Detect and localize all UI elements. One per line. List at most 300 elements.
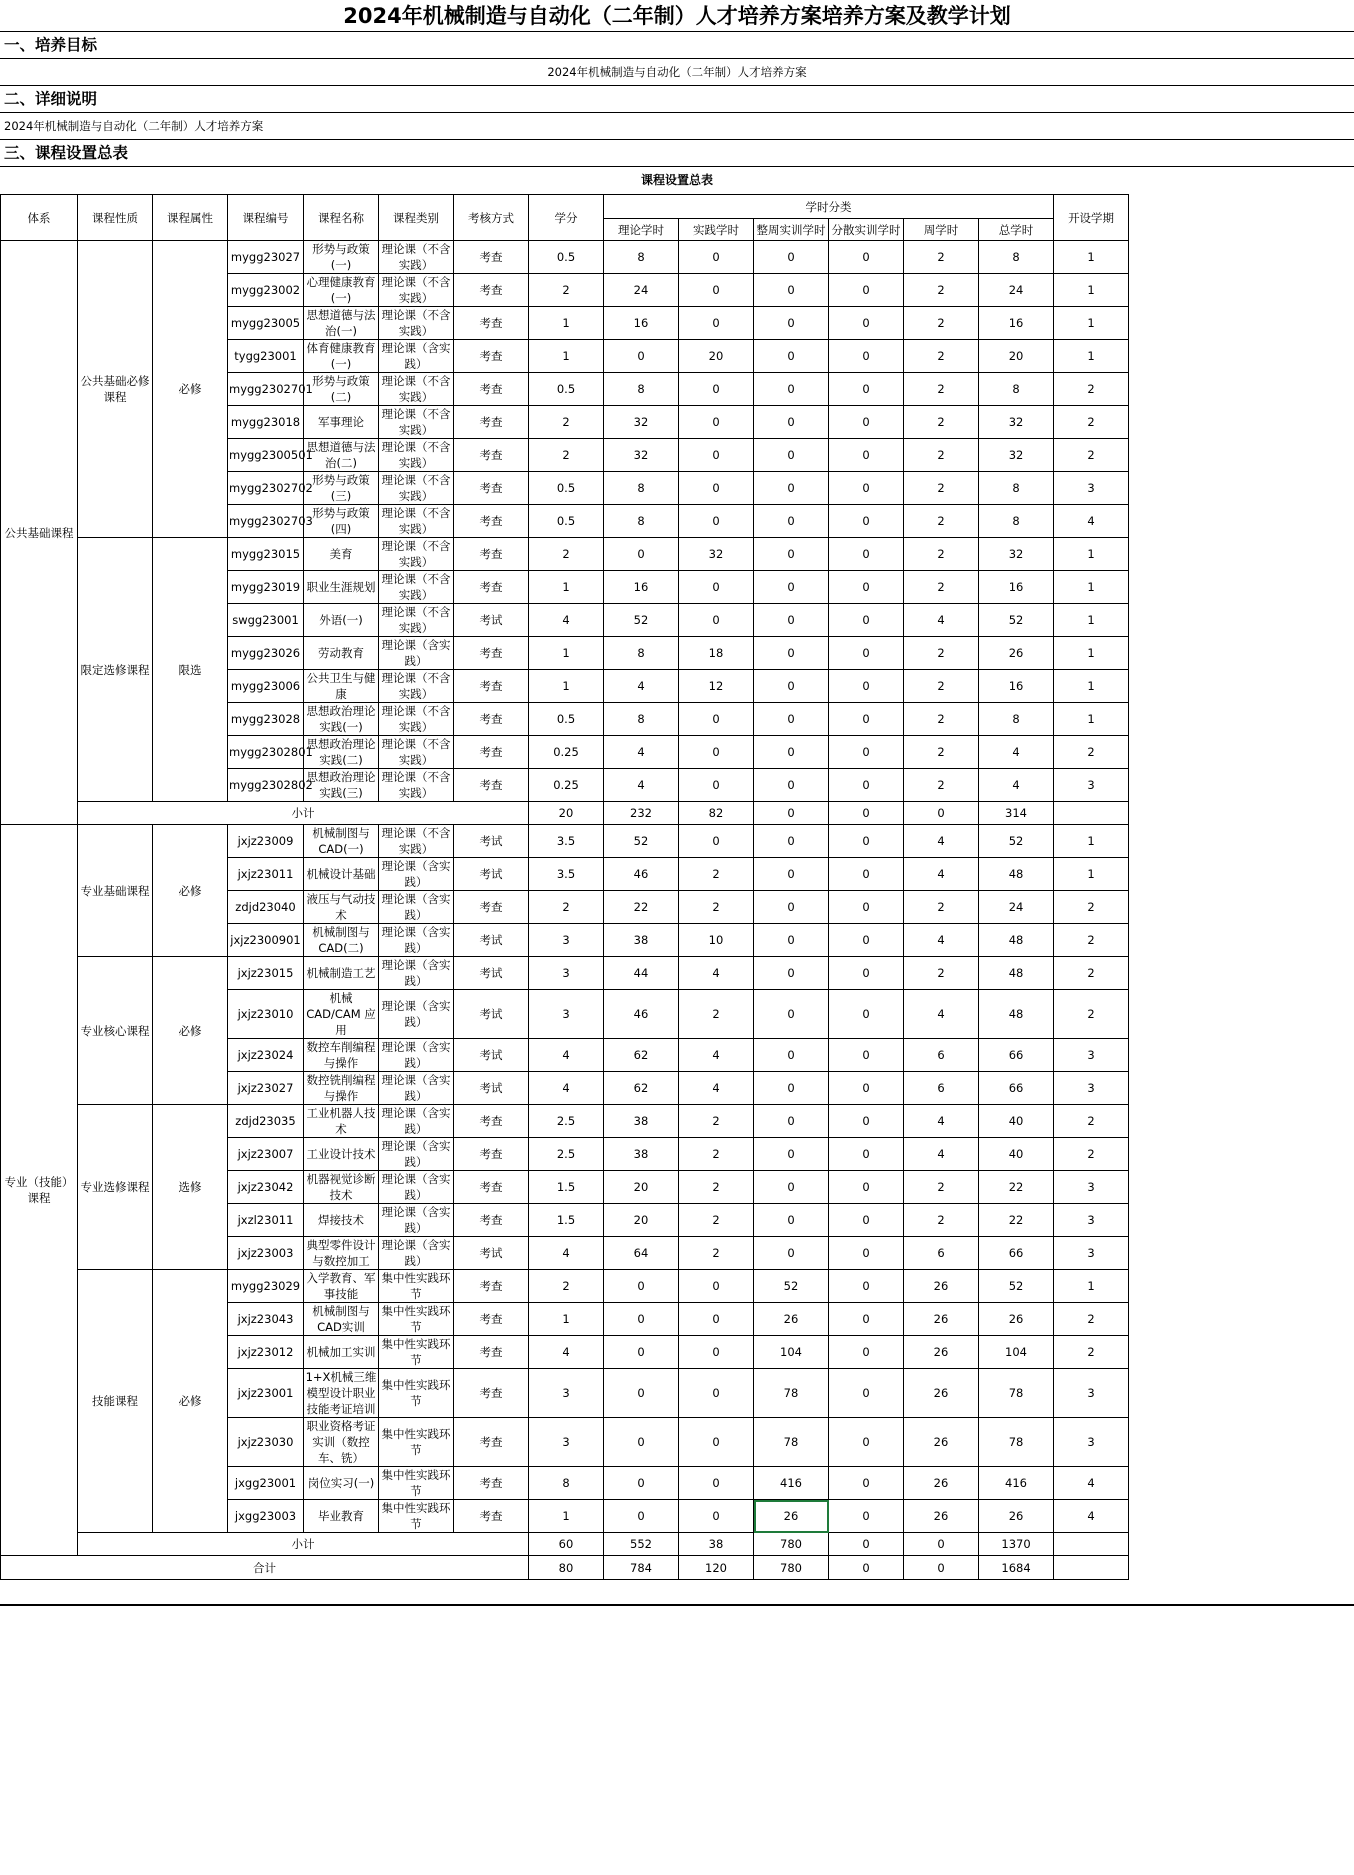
scattered-cell[interactable]: 0	[829, 1204, 904, 1237]
course-attribute-cell[interactable]: 必修	[153, 241, 228, 538]
semester-cell[interactable]: 3	[1054, 1418, 1129, 1467]
credit-cell[interactable]: 4	[529, 1237, 604, 1270]
scattered-cell[interactable]: 0	[829, 571, 904, 604]
scattered-cell[interactable]: 0	[829, 472, 904, 505]
scattered-cell[interactable]: 0	[829, 241, 904, 274]
course-nature-cell[interactable]: 专业选修课程	[78, 1105, 153, 1270]
full-week-cell[interactable]: 0	[754, 957, 829, 990]
full-week-cell[interactable]: 0	[754, 825, 829, 858]
scattered-cell[interactable]: 0	[829, 1336, 904, 1369]
full-week-cell[interactable]: 26	[754, 1500, 829, 1533]
subtotal-total[interactable]: 1370	[979, 1533, 1054, 1556]
practice-cell[interactable]: 0	[679, 1270, 754, 1303]
course-nature-cell[interactable]: 限定选修课程	[78, 538, 153, 802]
full-week-cell[interactable]: 416	[754, 1467, 829, 1500]
full-week-cell[interactable]: 0	[754, 769, 829, 802]
practice-cell[interactable]: 2	[679, 891, 754, 924]
full-week-cell[interactable]: 0	[754, 604, 829, 637]
subtotal-theory[interactable]: 552	[604, 1533, 679, 1556]
course-code-cell[interactable]: zdjd23040	[228, 891, 304, 924]
practice-cell[interactable]: 12	[679, 670, 754, 703]
full-week-cell[interactable]: 0	[754, 505, 829, 538]
theory-cell[interactable]: 38	[604, 1105, 679, 1138]
practice-cell[interactable]: 0	[679, 406, 754, 439]
weekly-cell[interactable]: 2	[904, 703, 979, 736]
course-category-cell[interactable]: 集中性实践环节	[379, 1303, 454, 1336]
course-nature-cell[interactable]: 专业核心课程	[78, 957, 153, 1105]
credit-cell[interactable]: 1	[529, 637, 604, 670]
semester-cell[interactable]: 2	[1054, 924, 1129, 957]
theory-cell[interactable]: 8	[604, 241, 679, 274]
exam-method-cell[interactable]: 考查	[454, 1171, 529, 1204]
semester-cell[interactable]: 1	[1054, 571, 1129, 604]
weekly-cell[interactable]: 4	[904, 604, 979, 637]
practice-cell[interactable]: 0	[679, 472, 754, 505]
total-cell[interactable]: 78	[979, 1369, 1054, 1418]
theory-cell[interactable]: 20	[604, 1171, 679, 1204]
weekly-cell[interactable]: 2	[904, 736, 979, 769]
credit-cell[interactable]: 2	[529, 538, 604, 571]
course-code-cell[interactable]: mygg23005	[228, 307, 304, 340]
exam-method-cell[interactable]: 考试	[454, 990, 529, 1039]
semester-cell[interactable]: 1	[1054, 670, 1129, 703]
exam-method-cell[interactable]: 考查	[454, 1336, 529, 1369]
theory-cell[interactable]: 4	[604, 670, 679, 703]
full-week-cell[interactable]: 0	[754, 637, 829, 670]
course-category-cell[interactable]: 集中性实践环节	[379, 1369, 454, 1418]
exam-method-cell[interactable]: 考查	[454, 1303, 529, 1336]
course-name-cell[interactable]: 美育	[304, 538, 379, 571]
subtotal-credit[interactable]: 60	[529, 1533, 604, 1556]
exam-method-cell[interactable]: 考查	[454, 241, 529, 274]
semester-cell[interactable]: 3	[1054, 1237, 1129, 1270]
theory-cell[interactable]: 0	[604, 1467, 679, 1500]
course-code-cell[interactable]: jxjz23012	[228, 1336, 304, 1369]
weekly-cell[interactable]: 2	[904, 505, 979, 538]
credit-cell[interactable]: 4	[529, 1072, 604, 1105]
course-category-cell[interactable]: 理论课（含实践）	[379, 924, 454, 957]
weekly-cell[interactable]: 2	[904, 571, 979, 604]
credit-cell[interactable]: 4	[529, 1039, 604, 1072]
theory-cell[interactable]: 32	[604, 439, 679, 472]
credit-cell[interactable]: 0.5	[529, 703, 604, 736]
course-name-cell[interactable]: 思想政治理论实践(三)	[304, 769, 379, 802]
scattered-cell[interactable]: 0	[829, 340, 904, 373]
practice-cell[interactable]: 2	[679, 1138, 754, 1171]
course-category-cell[interactable]: 理论课（不含实践）	[379, 703, 454, 736]
practice-cell[interactable]: 0	[679, 307, 754, 340]
theory-cell[interactable]: 62	[604, 1072, 679, 1105]
system-cell[interactable]: 公共基础课程	[1, 241, 78, 825]
exam-method-cell[interactable]: 考查	[454, 891, 529, 924]
theory-cell[interactable]: 16	[604, 307, 679, 340]
course-category-cell[interactable]: 集中性实践环节	[379, 1336, 454, 1369]
table-caption[interactable]: 课程设置总表	[640, 173, 713, 187]
theory-cell[interactable]: 44	[604, 957, 679, 990]
total-cell[interactable]: 8	[979, 472, 1054, 505]
full-week-cell[interactable]: 78	[754, 1418, 829, 1467]
exam-method-cell[interactable]: 考查	[454, 1418, 529, 1467]
credit-cell[interactable]: 1.5	[529, 1171, 604, 1204]
total-cell[interactable]: 52	[979, 825, 1054, 858]
semester-cell[interactable]: 1	[1054, 538, 1129, 571]
practice-cell[interactable]: 18	[679, 637, 754, 670]
weekly-cell[interactable]: 26	[904, 1500, 979, 1533]
credit-cell[interactable]: 1	[529, 1303, 604, 1336]
course-name-cell[interactable]: 入学教育、军事技能	[304, 1270, 379, 1303]
scattered-cell[interactable]: 0	[829, 1171, 904, 1204]
exam-method-cell[interactable]: 考查	[454, 736, 529, 769]
weekly-cell[interactable]: 2	[904, 406, 979, 439]
course-code-cell[interactable]: jxgg23003	[228, 1500, 304, 1533]
theory-cell[interactable]: 0	[604, 1270, 679, 1303]
weekly-cell[interactable]: 26	[904, 1369, 979, 1418]
scattered-cell[interactable]: 0	[829, 1500, 904, 1533]
course-name-cell[interactable]: 岗位实习(一)	[304, 1467, 379, 1500]
course-name-cell[interactable]: 机器视觉诊断技术	[304, 1171, 379, 1204]
course-category-cell[interactable]: 理论课（不含实践）	[379, 373, 454, 406]
course-code-cell[interactable]: mygg23006	[228, 670, 304, 703]
header-exam[interactable]: 考核方式	[454, 195, 529, 241]
course-nature-cell[interactable]: 专业基础课程	[78, 825, 153, 957]
exam-method-cell[interactable]: 考查	[454, 307, 529, 340]
course-code-cell[interactable]: mygg23026	[228, 637, 304, 670]
course-name-cell[interactable]: 思想道德与法治(一)	[304, 307, 379, 340]
exam-method-cell[interactable]: 考查	[454, 1204, 529, 1237]
credit-cell[interactable]: 2	[529, 439, 604, 472]
practice-cell[interactable]: 0	[679, 604, 754, 637]
semester-cell[interactable]: 1	[1054, 340, 1129, 373]
semester-cell[interactable]: 1	[1054, 604, 1129, 637]
header-scattered[interactable]: 分散实训学时	[829, 219, 904, 241]
credit-cell[interactable]: 3.5	[529, 858, 604, 891]
course-category-cell[interactable]: 理论课（不含实践）	[379, 670, 454, 703]
semester-cell[interactable]: 3	[1054, 1072, 1129, 1105]
course-category-cell[interactable]: 理论课（不含实践）	[379, 571, 454, 604]
total-cell[interactable]: 8	[979, 373, 1054, 406]
exam-method-cell[interactable]: 考查	[454, 1138, 529, 1171]
header-theory[interactable]: 理论学时	[604, 219, 679, 241]
total-cell[interactable]: 52	[979, 604, 1054, 637]
subtotal-scattered[interactable]: 0	[829, 802, 904, 825]
practice-cell[interactable]: 2	[679, 1237, 754, 1270]
scattered-cell[interactable]: 0	[829, 373, 904, 406]
theory-cell[interactable]: 0	[604, 1418, 679, 1467]
full-week-cell[interactable]: 0	[754, 990, 829, 1039]
total-cell[interactable]: 16	[979, 307, 1054, 340]
scattered-cell[interactable]: 0	[829, 769, 904, 802]
course-name-cell[interactable]: 工业机器人技术	[304, 1105, 379, 1138]
semester-cell[interactable]: 3	[1054, 769, 1129, 802]
section-heading-goal[interactable]: 一、培养目标	[0, 32, 1354, 59]
full-week-cell[interactable]: 0	[754, 538, 829, 571]
weekly-cell[interactable]: 26	[904, 1467, 979, 1500]
semester-cell[interactable]: 4	[1054, 1500, 1129, 1533]
credit-cell[interactable]: 0.25	[529, 736, 604, 769]
exam-method-cell[interactable]: 考查	[454, 1467, 529, 1500]
course-category-cell[interactable]: 理论课（不含实践）	[379, 505, 454, 538]
scattered-cell[interactable]: 0	[829, 703, 904, 736]
course-code-cell[interactable]: swgg23001	[228, 604, 304, 637]
header-system[interactable]: 体系	[1, 195, 78, 241]
credit-cell[interactable]: 0.5	[529, 373, 604, 406]
course-name-cell[interactable]: 体育健康教育(一)	[304, 340, 379, 373]
course-name-cell[interactable]: 机械制图与CAD(二)	[304, 924, 379, 957]
course-code-cell[interactable]: mygg23018	[228, 406, 304, 439]
credit-cell[interactable]: 0.5	[529, 505, 604, 538]
goal-text[interactable]: 2024年机械制造与自动化（二年制）人才培养方案	[0, 59, 1354, 86]
exam-method-cell[interactable]: 考查	[454, 1500, 529, 1533]
semester-cell[interactable]: 1	[1054, 1270, 1129, 1303]
total-cell[interactable]: 22	[979, 1171, 1054, 1204]
scattered-cell[interactable]: 0	[829, 1270, 904, 1303]
course-category-cell[interactable]: 理论课（含实践）	[379, 990, 454, 1039]
weekly-cell[interactable]: 2	[904, 241, 979, 274]
weekly-cell[interactable]: 2	[904, 538, 979, 571]
weekly-cell[interactable]: 2	[904, 274, 979, 307]
exam-method-cell[interactable]: 考查	[454, 637, 529, 670]
credit-cell[interactable]: 2.5	[529, 1138, 604, 1171]
total-cell[interactable]: 48	[979, 957, 1054, 990]
weekly-cell[interactable]: 26	[904, 1270, 979, 1303]
scattered-cell[interactable]: 0	[829, 736, 904, 769]
course-nature-cell[interactable]: 公共基础必修课程	[78, 241, 153, 538]
course-code-cell[interactable]: jxjz23007	[228, 1138, 304, 1171]
course-name-cell[interactable]: 焊接技术	[304, 1204, 379, 1237]
total-cell[interactable]: 20	[979, 340, 1054, 373]
practice-cell[interactable]: 4	[679, 957, 754, 990]
credit-cell[interactable]: 3	[529, 1418, 604, 1467]
semester-cell[interactable]: 1	[1054, 858, 1129, 891]
total-cell[interactable]: 16	[979, 670, 1054, 703]
course-category-cell[interactable]: 理论课（含实践）	[379, 1105, 454, 1138]
course-code-cell[interactable]: mygg23029	[228, 1270, 304, 1303]
semester-cell[interactable]: 2	[1054, 891, 1129, 924]
exam-method-cell[interactable]: 考试	[454, 1039, 529, 1072]
course-code-cell[interactable]: jxjz23011	[228, 858, 304, 891]
grand-total-label[interactable]: 合计	[1, 1556, 529, 1580]
scattered-cell[interactable]: 0	[829, 439, 904, 472]
course-code-cell[interactable]: mygg23002	[228, 274, 304, 307]
course-category-cell[interactable]: 理论课（不含实践）	[379, 604, 454, 637]
weekly-cell[interactable]: 6	[904, 1039, 979, 1072]
exam-method-cell[interactable]: 考查	[454, 406, 529, 439]
theory-cell[interactable]: 0	[604, 1369, 679, 1418]
exam-method-cell[interactable]: 考试	[454, 957, 529, 990]
practice-cell[interactable]: 4	[679, 1072, 754, 1105]
total-cell[interactable]: 66	[979, 1237, 1054, 1270]
full-week-cell[interactable]: 0	[754, 924, 829, 957]
weekly-cell[interactable]: 2	[904, 637, 979, 670]
practice-cell[interactable]: 0	[679, 769, 754, 802]
course-name-cell[interactable]: 军事理论	[304, 406, 379, 439]
course-category-cell[interactable]: 理论课（含实践）	[379, 1138, 454, 1171]
credit-cell[interactable]: 1	[529, 340, 604, 373]
theory-cell[interactable]: 46	[604, 858, 679, 891]
weekly-cell[interactable]: 4	[904, 825, 979, 858]
theory-cell[interactable]: 16	[604, 571, 679, 604]
full-week-cell[interactable]: 0	[754, 307, 829, 340]
course-code-cell[interactable]: jxjz23027	[228, 1072, 304, 1105]
semester-cell[interactable]: 2	[1054, 957, 1129, 990]
course-category-cell[interactable]: 集中性实践环节	[379, 1467, 454, 1500]
exam-method-cell[interactable]: 考查	[454, 571, 529, 604]
course-name-cell[interactable]: 机械制图与CAD(一)	[304, 825, 379, 858]
scattered-cell[interactable]: 0	[829, 1418, 904, 1467]
theory-cell[interactable]: 38	[604, 924, 679, 957]
course-code-cell[interactable]: jxjz23009	[228, 825, 304, 858]
course-category-cell[interactable]: 理论课（不含实践）	[379, 538, 454, 571]
semester-cell[interactable]: 2	[1054, 1138, 1129, 1171]
scattered-cell[interactable]: 0	[829, 1369, 904, 1418]
course-code-cell[interactable]: jxgg23001	[228, 1467, 304, 1500]
practice-cell[interactable]: 0	[679, 241, 754, 274]
course-category-cell[interactable]: 理论课（含实践）	[379, 957, 454, 990]
header-nature[interactable]: 课程性质	[78, 195, 153, 241]
course-code-cell[interactable]: mygg2302802	[228, 769, 304, 802]
subtotal-scattered[interactable]: 0	[829, 1533, 904, 1556]
course-code-cell[interactable]: jxjz23001	[228, 1369, 304, 1418]
credit-cell[interactable]: 4	[529, 604, 604, 637]
total-cell[interactable]: 8	[979, 241, 1054, 274]
practice-cell[interactable]: 0	[679, 1467, 754, 1500]
practice-cell[interactable]: 2	[679, 858, 754, 891]
course-code-cell[interactable]: tygg23001	[228, 340, 304, 373]
course-category-cell[interactable]: 理论课（不含实践）	[379, 274, 454, 307]
course-code-cell[interactable]: jxjz2300901	[228, 924, 304, 957]
course-name-cell[interactable]: 毕业教育	[304, 1500, 379, 1533]
semester-cell[interactable]: 1	[1054, 703, 1129, 736]
subtotal-total[interactable]: 314	[979, 802, 1054, 825]
grand-total-credit[interactable]: 80	[529, 1556, 604, 1580]
header-credit[interactable]: 学分	[529, 195, 604, 241]
header-code[interactable]: 课程编号	[228, 195, 304, 241]
weekly-cell[interactable]: 2	[904, 472, 979, 505]
course-category-cell[interactable]: 理论课（不含实践）	[379, 439, 454, 472]
course-code-cell[interactable]: mygg2302801	[228, 736, 304, 769]
course-code-cell[interactable]: jxjz23003	[228, 1237, 304, 1270]
total-cell[interactable]: 24	[979, 891, 1054, 924]
course-code-cell[interactable]: jxzl23011	[228, 1204, 304, 1237]
header-practice[interactable]: 实践学时	[679, 219, 754, 241]
credit-cell[interactable]: 8	[529, 1467, 604, 1500]
course-code-cell[interactable]: jxjz23043	[228, 1303, 304, 1336]
subtotal-full-week[interactable]: 780	[754, 1533, 829, 1556]
full-week-cell[interactable]: 0	[754, 736, 829, 769]
weekly-cell[interactable]: 4	[904, 1105, 979, 1138]
total-cell[interactable]: 416	[979, 1467, 1054, 1500]
course-name-cell[interactable]: 形势与政策(四)	[304, 505, 379, 538]
full-week-cell[interactable]: 78	[754, 1369, 829, 1418]
full-week-cell[interactable]: 0	[754, 340, 829, 373]
scattered-cell[interactable]: 0	[829, 604, 904, 637]
practice-cell[interactable]: 2	[679, 990, 754, 1039]
exam-method-cell[interactable]: 考试	[454, 858, 529, 891]
exam-method-cell[interactable]: 考试	[454, 604, 529, 637]
full-week-cell[interactable]: 0	[754, 406, 829, 439]
full-week-cell[interactable]: 0	[754, 1237, 829, 1270]
semester-cell[interactable]: 3	[1054, 472, 1129, 505]
practice-cell[interactable]: 20	[679, 340, 754, 373]
theory-cell[interactable]: 22	[604, 891, 679, 924]
course-name-cell[interactable]: 机械设计基础	[304, 858, 379, 891]
total-cell[interactable]: 66	[979, 1039, 1054, 1072]
weekly-cell[interactable]: 4	[904, 924, 979, 957]
scattered-cell[interactable]: 0	[829, 637, 904, 670]
scattered-cell[interactable]: 0	[829, 1467, 904, 1500]
scattered-cell[interactable]: 0	[829, 1072, 904, 1105]
course-category-cell[interactable]: 理论课（含实践）	[379, 1039, 454, 1072]
course-category-cell[interactable]: 理论课（不含实践）	[379, 736, 454, 769]
course-attribute-cell[interactable]: 必修	[153, 1270, 228, 1533]
header-full-week[interactable]: 整周实训学时	[754, 219, 829, 241]
course-code-cell[interactable]: jxjz23042	[228, 1171, 304, 1204]
system-cell[interactable]: 专业（技能）课程	[1, 825, 78, 1556]
header-hours-group[interactable]: 学时分类	[604, 195, 1054, 219]
section-heading-detail[interactable]: 二、详细说明	[0, 86, 1354, 113]
weekly-cell[interactable]: 4	[904, 990, 979, 1039]
weekly-cell[interactable]: 6	[904, 1072, 979, 1105]
header-semester[interactable]: 开设学期	[1054, 195, 1129, 241]
course-name-cell[interactable]: 心理健康教育(一)	[304, 274, 379, 307]
grand-total-weekly[interactable]: 0	[904, 1556, 979, 1580]
exam-method-cell[interactable]: 考试	[454, 1072, 529, 1105]
subtotal-weekly[interactable]: 0	[904, 802, 979, 825]
weekly-cell[interactable]: 2	[904, 1171, 979, 1204]
total-cell[interactable]: 26	[979, 1500, 1054, 1533]
weekly-cell[interactable]: 2	[904, 340, 979, 373]
total-cell[interactable]: 4	[979, 736, 1054, 769]
total-cell[interactable]: 4	[979, 769, 1054, 802]
practice-cell[interactable]: 2	[679, 1204, 754, 1237]
course-attribute-cell[interactable]: 必修	[153, 825, 228, 957]
practice-cell[interactable]: 0	[679, 736, 754, 769]
practice-cell[interactable]: 0	[679, 1418, 754, 1467]
practice-cell[interactable]: 2	[679, 1105, 754, 1138]
semester-cell[interactable]: 1	[1054, 241, 1129, 274]
semester-cell[interactable]: 1	[1054, 637, 1129, 670]
theory-cell[interactable]: 8	[604, 637, 679, 670]
course-attribute-cell[interactable]: 限选	[153, 538, 228, 802]
theory-cell[interactable]: 38	[604, 1138, 679, 1171]
course-name-cell[interactable]: 劳动教育	[304, 637, 379, 670]
course-category-cell[interactable]: 理论课（含实践）	[379, 891, 454, 924]
total-cell[interactable]: 48	[979, 990, 1054, 1039]
subtotal-semester[interactable]	[1054, 1533, 1129, 1556]
exam-method-cell[interactable]: 考查	[454, 1369, 529, 1418]
total-cell[interactable]: 32	[979, 538, 1054, 571]
course-category-cell[interactable]: 理论课（含实践）	[379, 1072, 454, 1105]
total-cell[interactable]: 32	[979, 406, 1054, 439]
course-name-cell[interactable]: 思想政治理论实践(一)	[304, 703, 379, 736]
course-name-cell[interactable]: 外语(一)	[304, 604, 379, 637]
credit-cell[interactable]: 4	[529, 1336, 604, 1369]
weekly-cell[interactable]: 26	[904, 1303, 979, 1336]
theory-cell[interactable]: 4	[604, 736, 679, 769]
semester-cell[interactable]: 3	[1054, 1171, 1129, 1204]
course-name-cell[interactable]: 机械加工实训	[304, 1336, 379, 1369]
practice-cell[interactable]: 0	[679, 274, 754, 307]
theory-cell[interactable]: 0	[604, 1336, 679, 1369]
grand-total-semester[interactable]	[1054, 1556, 1129, 1580]
credit-cell[interactable]: 3.5	[529, 825, 604, 858]
theory-cell[interactable]: 8	[604, 472, 679, 505]
subtotal-label[interactable]: 小计	[78, 802, 529, 825]
grand-total-full-week[interactable]: 780	[754, 1556, 829, 1580]
course-category-cell[interactable]: 理论课（含实践）	[379, 1171, 454, 1204]
exam-method-cell[interactable]: 考查	[454, 538, 529, 571]
total-cell[interactable]: 32	[979, 439, 1054, 472]
